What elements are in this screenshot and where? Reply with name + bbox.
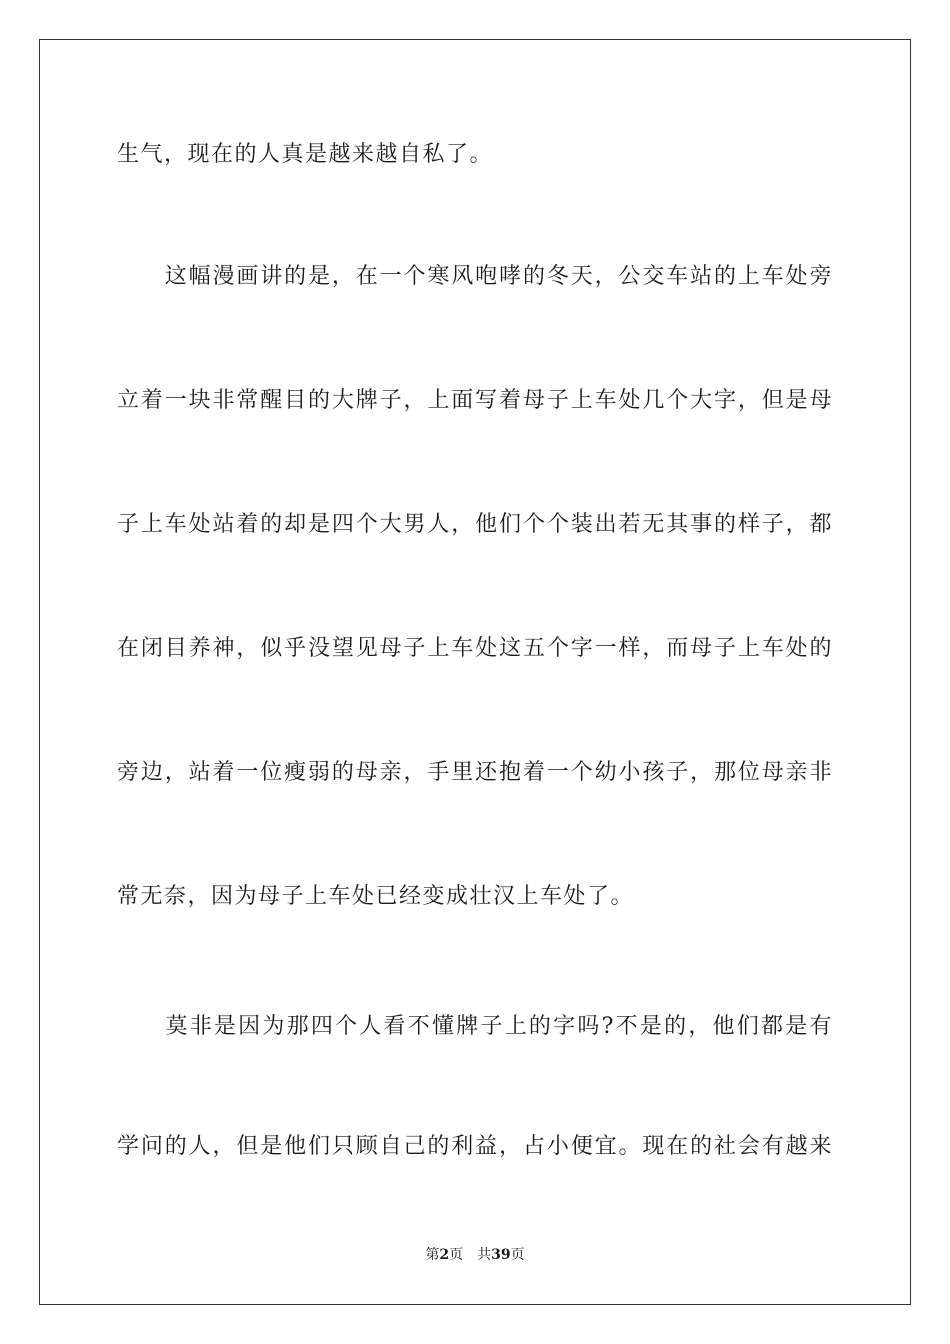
page-suffix: 页	[449, 1247, 464, 1263]
text-line-5: 在闭目养神，似乎没望见母子上车处这五个字一样，而母子上车处的	[117, 636, 833, 661]
text-line-1: 生气，现在的人真是越来越自私了。	[117, 142, 494, 167]
page-number: 2	[439, 1247, 450, 1263]
text-line-2: 这幅漫画讲的是，在一个寒风咆哮的冬天，公交车站的上车处旁	[117, 264, 833, 289]
page-prefix: 第	[425, 1247, 440, 1263]
text-line-4: 子上车处站着的却是四个大男人，他们个个装出若无其事的样子，都	[117, 512, 833, 537]
text-line-3: 立着一块非常醒目的大牌子，上面写着母子上车处几个大字，但是母	[117, 388, 833, 413]
total-pages: 39	[491, 1247, 511, 1263]
text-line-8: 莫非是因为那四个人看不懂牌子上的字吗?不是的，他们都是有	[117, 1014, 833, 1039]
text-line-9: 学问的人，但是他们只顾自己的利益，占小便宜。现在的社会有越来	[117, 1134, 833, 1159]
text-line-7: 常无奈，因为母子上车处已经变成壮汉上车处了。	[117, 884, 635, 909]
total-prefix: 共	[477, 1247, 492, 1263]
page-border	[39, 39, 911, 1305]
page-footer	[0, 1245, 950, 1265]
total-suffix: 页	[510, 1247, 525, 1263]
text-line-6: 旁边，站着一位瘦弱的母亲，手里还抱着一个幼小孩子，那位母亲非	[117, 760, 833, 785]
